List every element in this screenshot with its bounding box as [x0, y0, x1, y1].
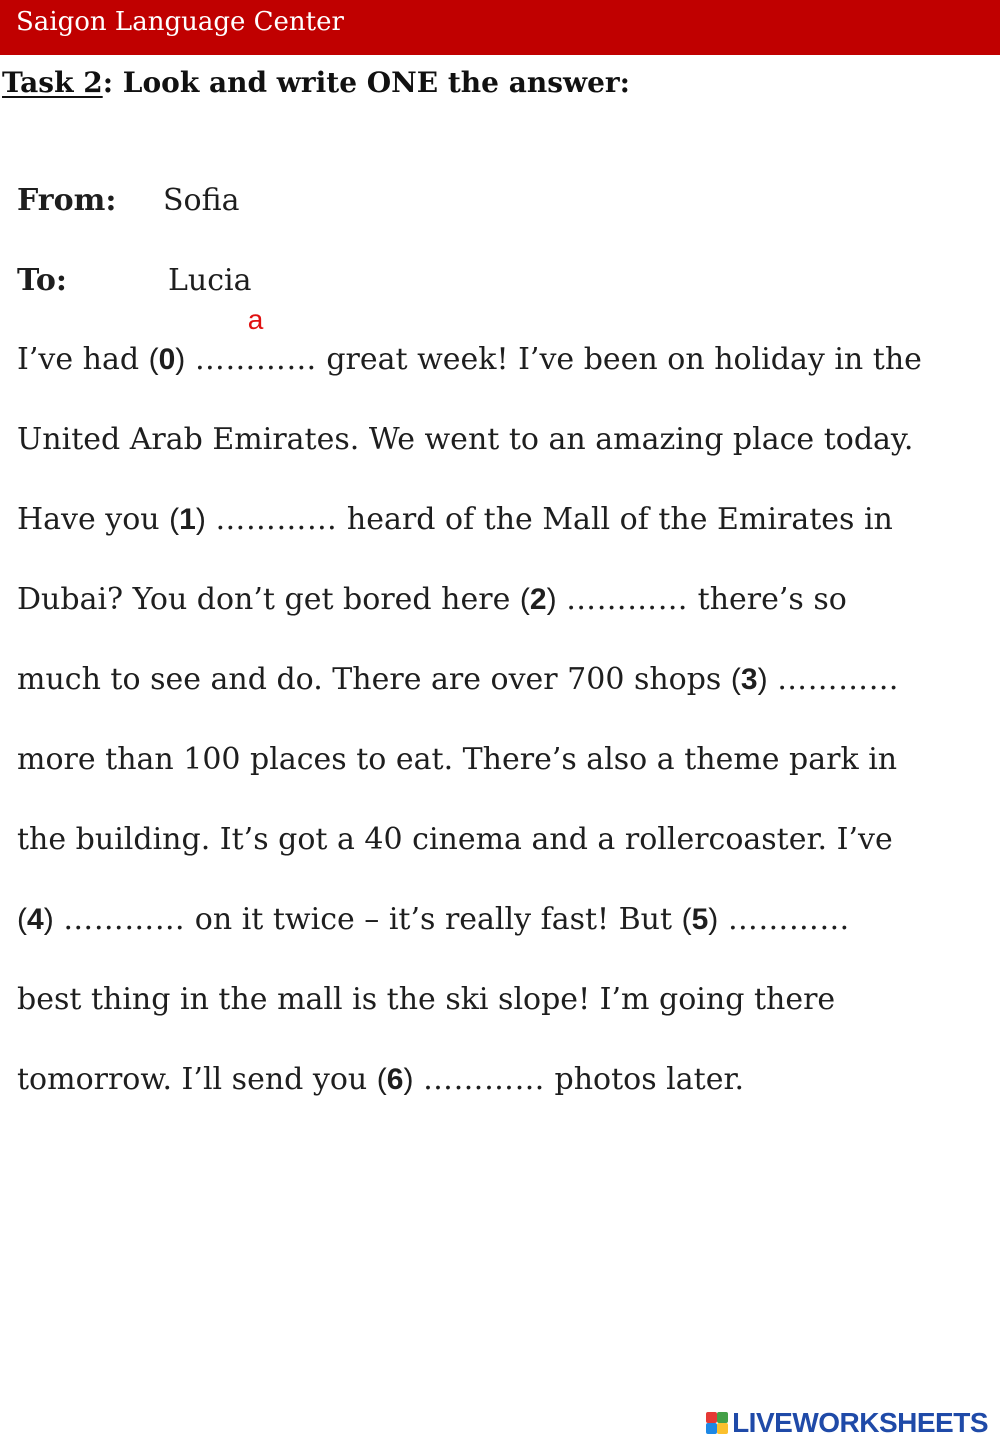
- answer-blank-6[interactable]: [423, 1055, 545, 1105]
- question-number: 4: [27, 903, 44, 936]
- paren-close: ): [175, 343, 186, 376]
- text-segment: the building. It’s got a 40 cinema and a rollercoaster. I’ve: [17, 822, 893, 857]
- text-segment: heard of the Mall of the Emirates in: [337, 502, 893, 537]
- passage-line: [17, 575, 847, 625]
- question-number: 3: [740, 663, 758, 696]
- passage-line: [17, 415, 913, 465]
- paren-open: (: [376, 1063, 387, 1096]
- passage-line: [17, 735, 897, 785]
- text-segment: more than 100 places to eat. There’s also a theme park in: [17, 742, 898, 777]
- question-number: 6: [386, 1063, 404, 1096]
- paren-open: (: [148, 343, 159, 376]
- blank-dots: …………: [727, 902, 850, 937]
- paren-close: ): [43, 903, 54, 936]
- text-segment: Have you: [17, 502, 170, 537]
- header-bar: [0, 0, 1000, 55]
- paren-close: ): [708, 903, 719, 936]
- text-segment: Dubai? You don’t get bored here: [17, 582, 520, 617]
- to-label: To:: [17, 263, 67, 298]
- answer-blank-4[interactable]: [63, 895, 185, 945]
- email-to-row: [17, 261, 252, 301]
- passage-line: [17, 895, 850, 945]
- paren-open: (: [730, 663, 741, 696]
- answer-blank-2[interactable]: [566, 575, 688, 625]
- question-number: 5: [691, 903, 709, 936]
- text-segment: best thing in the mall is the ski slope! I’m going there: [17, 982, 836, 1017]
- email-from-row: [17, 181, 240, 221]
- passage-line: [17, 304, 922, 385]
- blank-dots: …………: [215, 502, 338, 537]
- question-number: 2: [529, 583, 547, 616]
- text-segment: photos later.: [545, 1062, 745, 1097]
- passage-line: [17, 655, 899, 705]
- blank-dots: …………: [423, 1062, 545, 1097]
- blank-dots: …………: [777, 662, 900, 697]
- from-label: From:: [17, 183, 117, 218]
- task-heading: [2, 66, 630, 99]
- paren-close: ): [757, 663, 768, 696]
- answer-blank-5[interactable]: [728, 895, 850, 945]
- liveworksheets-logo: [706, 1408, 988, 1438]
- logo-text: LIVEWORKSHEETS: [732, 1407, 988, 1438]
- passage-line: [17, 495, 893, 545]
- passage-line: [17, 1055, 744, 1105]
- paren-open: (: [169, 503, 180, 536]
- text-segment: United Arab Emirates. We went to an amazing place today.: [17, 422, 914, 457]
- passage-line: [17, 975, 835, 1025]
- paren-close: ): [195, 503, 206, 536]
- text-segment: on it twice – it’s really fast! But: [185, 902, 682, 937]
- blank-dots: …………: [566, 582, 689, 617]
- paren-close: ): [546, 583, 557, 616]
- from-value: Sofia: [163, 183, 240, 218]
- answer-blank-0: [194, 304, 317, 385]
- task-instruction: : Look and write ONE the answer:: [102, 66, 630, 99]
- text-segment: great week! I’ve been on holiday in the: [316, 342, 922, 377]
- example-answer: a: [247, 304, 264, 335]
- blank-dots: …………: [63, 902, 186, 937]
- text-segment: I’ve had: [17, 342, 149, 377]
- passage-line: [17, 815, 893, 865]
- text-segment: tomorrow. I’ll send you: [17, 1062, 377, 1097]
- question-number: 1: [179, 503, 196, 536]
- paren-open: (: [519, 583, 530, 616]
- paren-open: (: [681, 903, 692, 936]
- blank-dots: …………: [194, 342, 317, 377]
- text-segment: there’s so: [688, 582, 847, 617]
- task-label: Task 2: [2, 66, 103, 99]
- liveworksheets-logo-icon: [706, 1412, 728, 1434]
- answer-blank-3[interactable]: [777, 655, 899, 705]
- answer-blank-1[interactable]: [215, 495, 337, 545]
- to-value: Lucia: [168, 263, 252, 298]
- paren-open: (: [17, 903, 27, 936]
- paren-close: ): [403, 1063, 414, 1096]
- question-number: 0: [158, 343, 176, 376]
- text-segment: much to see and do. There are over 700 shops: [17, 662, 731, 697]
- header-title: Saigon Language Center: [16, 7, 344, 37]
